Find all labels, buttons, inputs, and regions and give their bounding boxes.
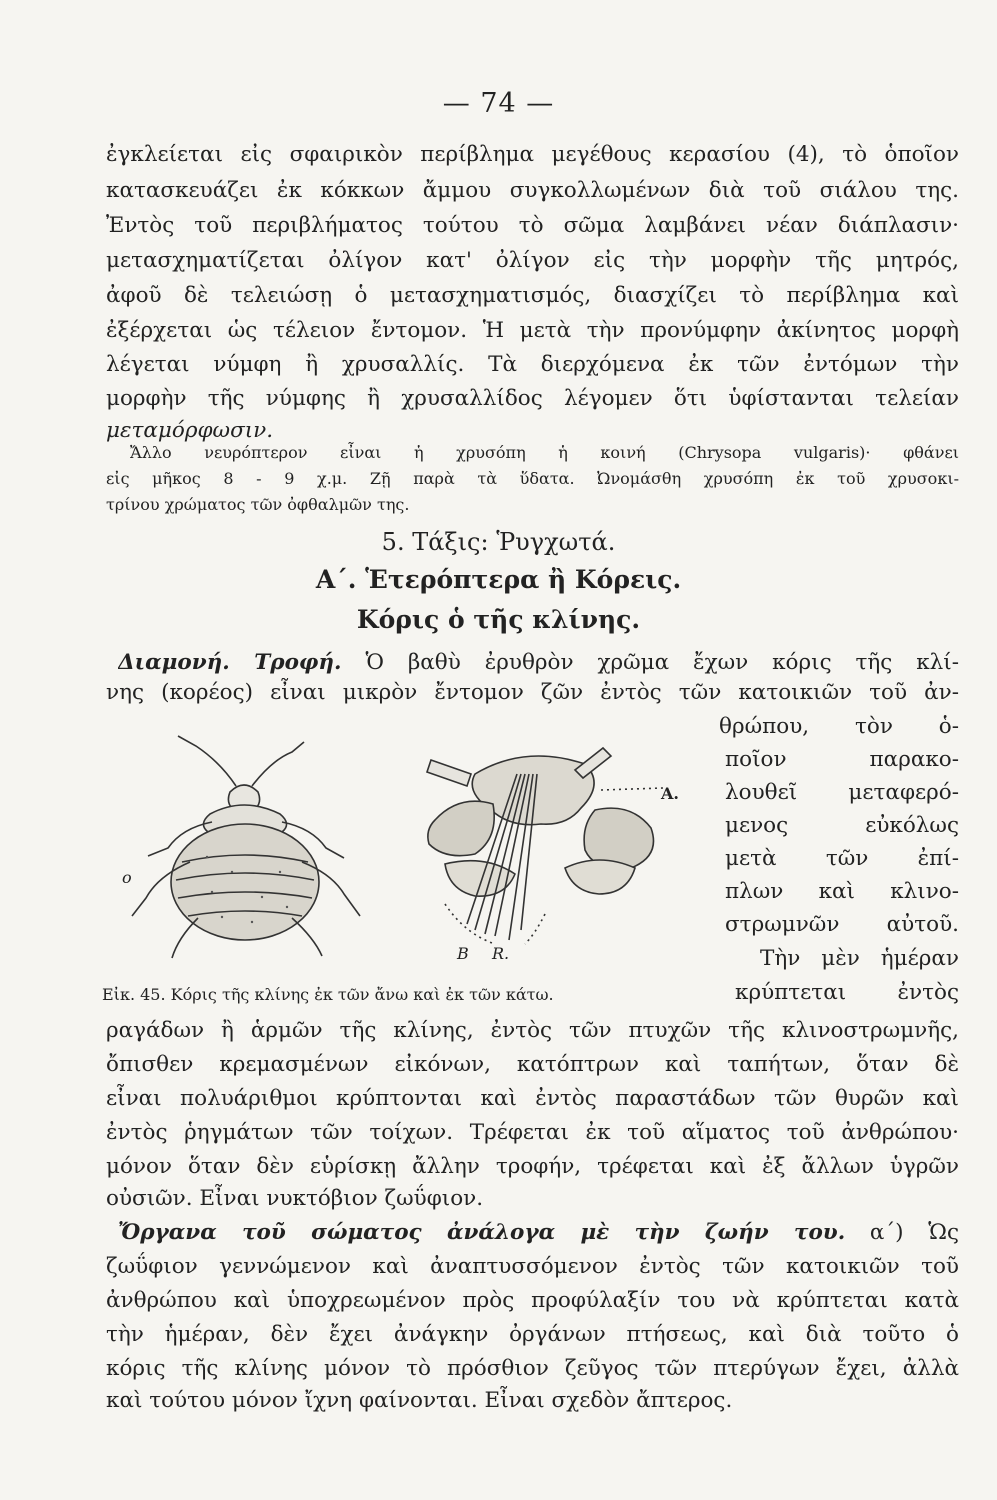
text-line: μορφὴν τῆς νύμφης ἢ χρυσαλλίδος λέγομεν ὅτι ὑφίστανται τελείαν bbox=[106, 386, 959, 411]
note-line: Ἄλλο νευρόπτερον εἶναι ἡ χρυσόπη ἡ κοινή (Chrysopa vulgaris)· φθάνει bbox=[130, 443, 959, 462]
para2-lead: Διαμονή. Τροφή. bbox=[118, 650, 342, 675]
text-line: ἐγκλείεται εἰς σφαιρικὸν περίβλημα μεγέθους κερασίου (4), τὸ ὁποῖον bbox=[106, 142, 959, 167]
para2-line1: Ὁ βαθὺ ἐρυθρὸν χρῶμα ἔχων κόρις τῆς κλί- bbox=[365, 650, 959, 675]
figure-label-a: A. bbox=[661, 784, 679, 803]
bedbug-mouthparts-illustration bbox=[405, 734, 695, 964]
text-line: κατασκευάζει ἐκ κόκκων ἄμμου συγκολλωμένων διὰ τοῦ σιάλου της. bbox=[106, 178, 959, 203]
wrap-line: πλων καὶ κλινο- bbox=[725, 879, 959, 904]
para3-lead: Ὄργανα τοῦ σώματος ἀνάλογα μὲ τὴν ζωήν του. bbox=[118, 1220, 846, 1245]
text-line: ζωΰφιον γεννώμενον καὶ ἀναπτυσσόμενον ἐντὸς τῶν κατοικιῶν τοῦ bbox=[106, 1254, 959, 1279]
text-line: κρύπτεται ἐντὸς bbox=[735, 980, 959, 1005]
wrap-line: Τὴν μὲν ἡμέραν bbox=[760, 946, 959, 971]
text-line bbox=[118, 648, 959, 678]
wrap-line: θρώπου, τὸν ὁ- bbox=[719, 714, 959, 739]
text-line: τὴν ἡμέραν, δὲν ἔχει ἀνάγκην ὀργάνων πτήσεως, καὶ διὰ τοῦτο ὁ bbox=[106, 1322, 959, 1347]
figure-label-o: o bbox=[122, 868, 132, 887]
figure-caption: Εἰκ. 45. Κόρις τῆς κλίνης ἐκ τῶν ἄνω καὶ ἐκ τῶν κάτω. bbox=[102, 985, 554, 1004]
wrap-line: ποῖον παρακο- bbox=[725, 747, 959, 772]
text-line: μεταμόρφωσιν. bbox=[106, 418, 274, 443]
text-line: μόνον ὅταν δὲν εὑρίσκῃ ἄλλην τροφήν, τρέφεται καὶ ἐξ ἄλλων ὑγρῶν bbox=[106, 1154, 959, 1179]
text-line: κόρις τῆς κλίνης μόνον τὸ πρόσθιον ζεῦγος τῶν πτερύγων ἔχει, ἀλλὰ bbox=[106, 1356, 959, 1381]
page-number: — 74 — bbox=[442, 88, 555, 119]
text-line bbox=[118, 1218, 959, 1248]
text-line: μετασχηματίζεται ὀλίγον κατ' ὀλίγον εἰς τὴν μορφὴν τῆς μητρός, bbox=[106, 248, 959, 273]
para3-line1: α΄) Ὡς bbox=[869, 1220, 959, 1245]
figure-label-b: B bbox=[457, 944, 469, 963]
text-line: ἐξέρχεται ὡς τέλειον ἔντομον. Ἡ μετὰ τὴν προνύμφην ἀκίνητος μορφὴ bbox=[106, 318, 959, 343]
wrap-line: λουθεῖ μεταφερό- bbox=[725, 780, 959, 805]
figure-label-r: R. bbox=[492, 944, 510, 963]
wrap-line: στρωμνῶν αὐτοῦ. bbox=[725, 912, 959, 937]
wrap-line: μενος εὐκόλως bbox=[725, 813, 959, 838]
suborder-heading: Α΄. Ἑτερόπτερα ἢ Κόρεις. bbox=[315, 565, 682, 594]
text-line: εἶναι πολυάριθμοι κρύπτονται καὶ ἐντὸς παραστάδων τῶν θυρῶν καὶ bbox=[106, 1086, 959, 1111]
wrap-line: μετὰ τῶν ἐπί- bbox=[725, 846, 959, 871]
text-line: ραγάδων ἢ ἁρμῶν τῆς κλίνης, ἐντὸς τῶν πτυχῶν τῆς κλινοστρωμνῆς, bbox=[106, 1018, 959, 1043]
note-line: εἰς μῆκος 8 - 9 χ.μ. Ζῇ παρὰ τὰ ὕδατα. Ὠνομάσθη χρυσόπη ἐκ τοῦ χρυσοκι- bbox=[106, 469, 959, 488]
text-line: Ἐντὸς τοῦ περιβλήματος τούτου τὸ σῶμα λαμβάνει νέαν διάπλασιν· bbox=[106, 213, 959, 238]
text-line: ὄπισθεν κρεμασμένων εἰκόνων, κατόπτρων καὶ ταπήτων, ὅταν δὲ bbox=[106, 1052, 959, 1077]
species-heading: Κόρις ὁ τῆς κλίνης. bbox=[356, 605, 641, 634]
text-line: νης (κορέος) εἶναι μικρὸν ἔντομον ζῶν ἐντὸς τῶν κατοικιῶν τοῦ ἀν- bbox=[106, 680, 959, 705]
text-line: ἐντὸς ῥηγμάτων τῶν τοίχων. Τρέφεται ἐκ τοῦ αἵματος τοῦ ἀνθρώπου· bbox=[106, 1120, 959, 1145]
text-line: ἀφοῦ δὲ τελειώσῃ ὁ μετασχηματισμός, διασχίζει τὸ περίβλημα καὶ bbox=[106, 283, 959, 308]
text-line: καὶ τούτου μόνον ἴχνη φαίνονται. Εἶναι σχεδὸν ἄπτερος. bbox=[106, 1388, 733, 1413]
text-line: οὐσιῶν. Εἶναι νυκτόβιον ζωΰφιον. bbox=[106, 1186, 484, 1211]
text-line: λέγεται νύμφη ἢ χρυσαλλίς. Τὰ διερχόμενα ἐκ τῶν ἐντόμων τὴν bbox=[106, 352, 959, 377]
order-heading: 5. Τάξις: Ῥυγχωτά. bbox=[381, 528, 616, 556]
bedbug-dorsal-illustration bbox=[112, 722, 382, 962]
text-line: ἀνθρώπου καὶ ὑποχρεωμένον πρὸς προφύλαξίν του νὰ κρύπτεται κατὰ bbox=[106, 1288, 959, 1313]
note-line: τρίνου χρώματος τῶν ὀφθαλμῶν της. bbox=[106, 495, 410, 514]
